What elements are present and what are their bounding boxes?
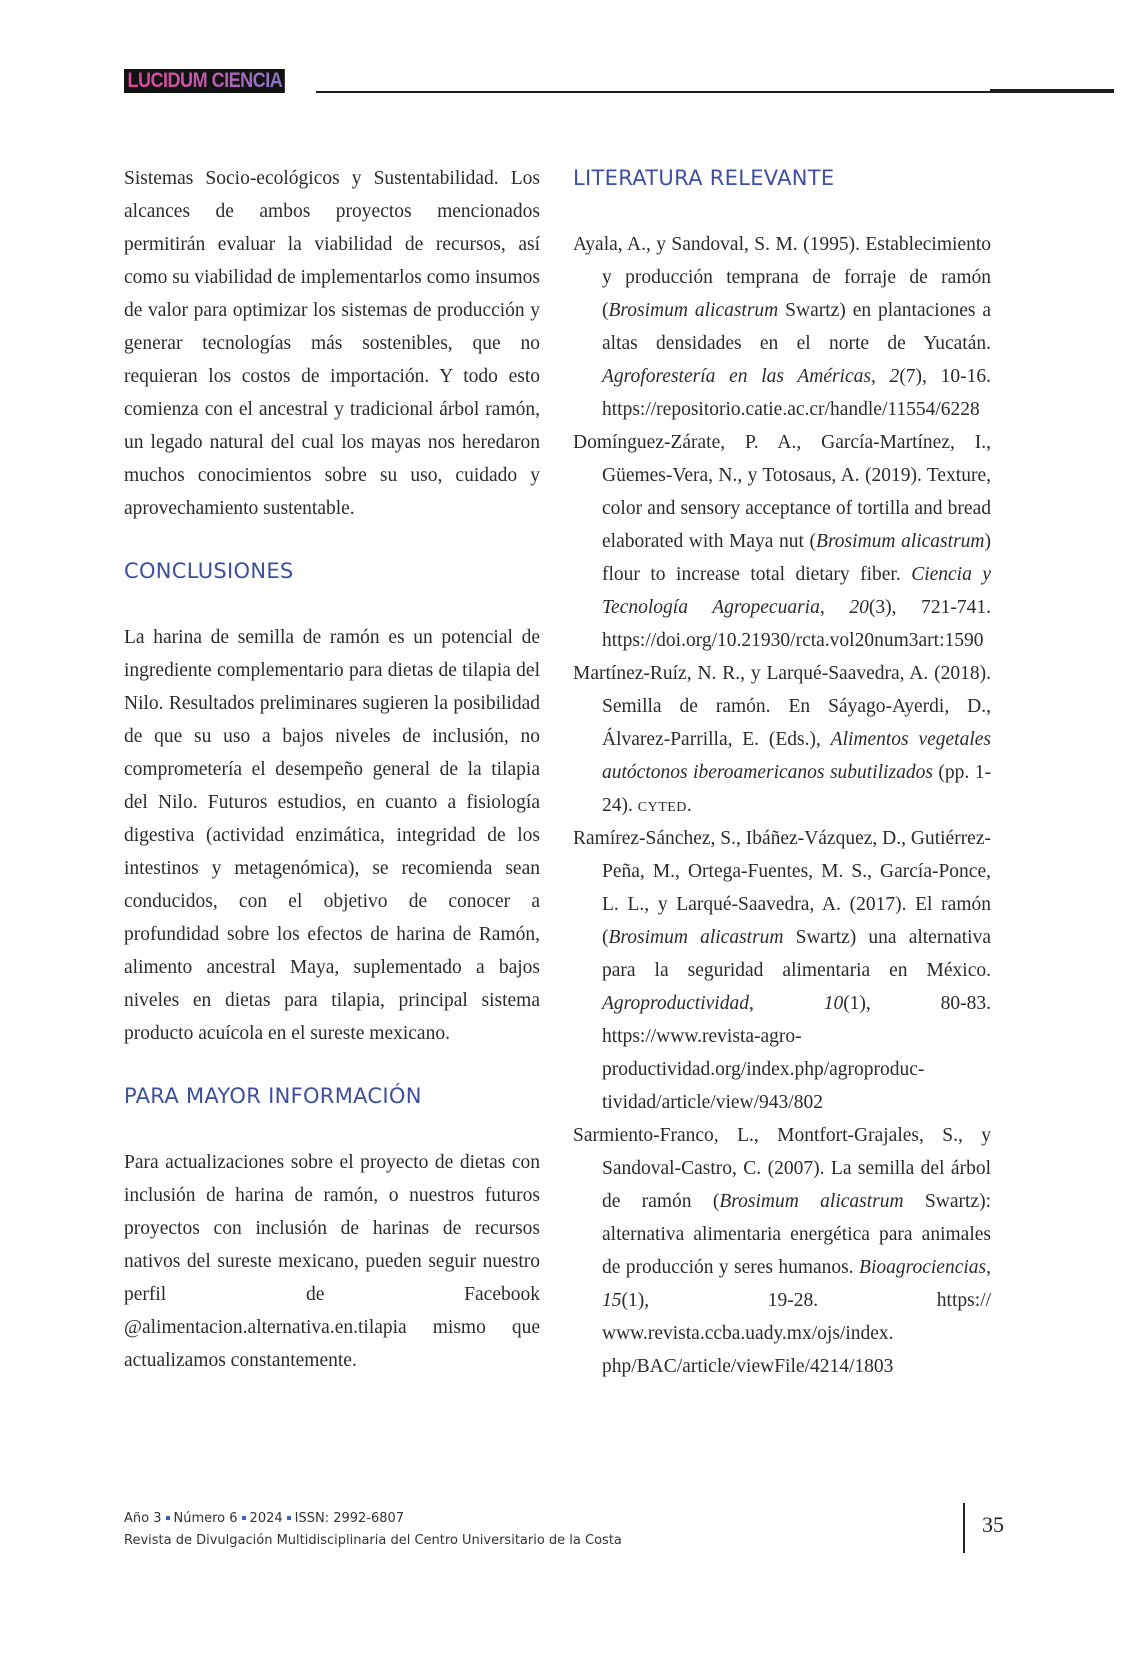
footer-year: 2024 <box>249 1511 283 1526</box>
reference-link[interactable]: (7), 10-16. https://repositorio.catie.ac.​cr/handle/11554/6228 <box>602 366 992 420</box>
bullet-square-icon <box>166 1516 170 1520</box>
page-number: 35 <box>982 1512 1004 1537</box>
references-heading: LITERATURA RELEVANTE <box>573 166 835 190</box>
footer-issue-info <box>124 1511 404 1526</box>
reference-book-title: Alimentos vegetales autóctonos iberoamericanos subutilizados <box>602 729 991 783</box>
reference-link[interactable]: (3), 721-741. https://doi.​org/10.21930/rcta.vol20num3art:1590 <box>602 597 992 651</box>
reference-text: , <box>748 993 824 1014</box>
footer-divider <box>963 1503 965 1553</box>
reference-item <box>573 228 991 426</box>
header-rule <box>316 91 991 93</box>
reference-item <box>573 426 991 657</box>
more-info-text-end: mismo que actualizamos constantemente. <box>124 1317 540 1371</box>
reference-text: Domínguez-Zárate, P. A., García-Martínez, I., Güemes-Vera, N., y Totosaus, A. (2019). Texture, color and sensory acceptance of tortilla and bread elaborated with Maya nut ( <box>573 432 991 552</box>
reference-text: Swartz) una alternativa para la seguridad alimentaria en México. <box>602 927 991 981</box>
reference-text: (pp. 1-24). <box>602 762 991 816</box>
reference-species: Brosimum alicastrum <box>608 300 779 321</box>
footer-journal-name: Revista de Divulgación Multidisciplinaria del Centro Universitario de la Costa <box>124 1533 622 1548</box>
header-rule-accent <box>990 89 1114 93</box>
more-info-text-start: Para actualizaciones sobre el proyecto de dietas con inclusión de harina de ramón, o nuestros futuros proyectos con inclusión de harinas de recursos nativos del sureste mexicano, pueden seguir nuestro perfil de Facebook <box>124 1152 540 1305</box>
reference-volume: 20 <box>849 597 869 618</box>
conclusions-paragraph: La harina de semilla de ramón es un potencial de ingrediente complementario para dietas de tilapia del Nilo. Resultados preliminares sugieren la posibilidad de que su uso a bajos niveles de inclusión, no comprometería el desempeño general de la tilapia del Nilo. Futuros estudios, en cuanto a fisiología digestiva (actividad enzimática, integridad de los intestinos y metagenómica), se recomienda sean conducidos, con el objetivo de conocer a profundidad sobre los efectos de harina de Ramón, alimento ancestral Maya, suplementado a bajos niveles en dietas para tilapia, principal sistema producto acuícola en el sureste mexicano. <box>124 627 540 1044</box>
reference-text: ) flour to increase total dietary fiber. <box>602 531 991 585</box>
right-column <box>573 162 991 1383</box>
facebook-handle[interactable]: @alimentacion.alternativa.en.tilapia <box>124 1317 407 1338</box>
reference-species: Brosimum alicastrum <box>608 927 784 948</box>
intro-paragraph: Sistemas Socio-ecológicos y Sustentabilidad. Los alcances de ambos proyectos mencionados permitirán evaluar la viabilidad de recursos, así como su viabilidad de implementarlos como insumos de valor para optimizar los sistemas de producción y generar tecnologías más sostenibles, que no requieran los costos de importación. Y todo esto comienza con el ancestral y tradicional árbol ramón, un legado natural del cual los mayas nos heredaron muchos conocimientos sobre su uso, cuidado y aprovechamiento sustentable. <box>124 168 540 519</box>
reference-journal: Ciencia y Tecnología Agropecuaria <box>602 564 991 618</box>
footer-year-label: Año 3 <box>124 1511 162 1526</box>
bullet-square-icon <box>242 1516 246 1520</box>
more-info-paragraph <box>124 1146 540 1377</box>
journal-name: LUCIDUM CIENCIA <box>127 69 283 92</box>
reference-text: Ramírez-Sánchez, S., Ibáñez-Vázquez, D., Gutiérrez-Peña, M., Ortega-Fuentes, M. S., García-Ponce, L. L., y Larqué-Saavedra, A. (2017). El ramón ( <box>573 828 991 948</box>
reference-journal: Bioagrociencias <box>859 1257 987 1278</box>
reference-volume: 10 <box>823 993 844 1014</box>
reference-text: Ayala, A., y Sandoval, S. M. (1995). Establecimiento y producción temprana de forraje de ramón ( <box>573 234 991 321</box>
reference-publisher: cyted <box>637 795 687 816</box>
reference-species: Brosimum alicastrum <box>719 1191 904 1212</box>
reference-journal: Agroproductividad <box>602 993 749 1014</box>
reference-text: , <box>986 1257 991 1278</box>
reference-text: Swartz) en plantaciones a altas densidades en el norte de Yucatán. <box>602 300 991 354</box>
journal-logo-badge <box>124 69 285 93</box>
more-info-heading: PARA MAYOR INFORMACIÓN <box>124 1084 422 1108</box>
reference-item <box>573 1119 991 1383</box>
reference-link[interactable]: (1), 19-28. https://​www.revista.ccba.uady.mx/ojs/index.​php/BAC/article/viewFile/4214/1803 <box>602 1290 991 1377</box>
left-column <box>124 162 540 1377</box>
reference-text: . <box>686 795 692 816</box>
footer-issn: ISSN: 2992-6807 <box>294 1511 405 1526</box>
footer-issue-number: Número 6 <box>173 1511 238 1526</box>
reference-text: Swartz): alternativa alimentaria energética para animales de producción y seres humanos. <box>602 1191 991 1278</box>
reference-text: Martínez-Ruíz, N. R., y Larqué-Saavedra, A. (2018). Semilla de ramón. En Sáyago-Ayerdi, D., Álvarez-Parrilla, E. (Eds.), <box>573 663 991 750</box>
reference-species: Brosimum alicastrum <box>816 531 985 552</box>
reference-volume: 15 <box>602 1290 622 1311</box>
reference-text: , <box>819 597 850 618</box>
reference-journal: Agroforestería en las Américas, 2 <box>602 366 900 387</box>
reference-item <box>573 657 991 822</box>
reference-link[interactable]: (1), 80-83. https://www.revista-agroproductividad.org/index.php/agroproductividad/article/view/943/802 <box>602 993 992 1113</box>
reference-item <box>573 822 991 1119</box>
reference-text: Sarmiento-Franco, L., Montfort-Grajales, S., y Sandoval-Castro, C. (2007). La semilla del árbol de ramón ( <box>573 1125 991 1212</box>
conclusions-heading: CONCLUSIONES <box>124 559 294 583</box>
bullet-square-icon <box>287 1516 291 1520</box>
